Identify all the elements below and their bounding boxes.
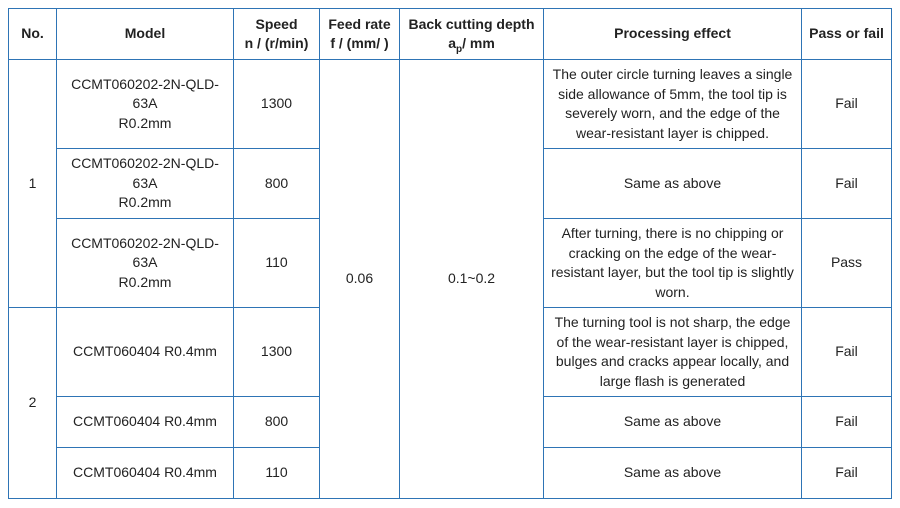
header-pass-fail: Pass or fail <box>802 9 892 60</box>
effect-cell: The turning tool is not sharp, the edge of the wear-resistant layer is chipped, bulges and cracks appear locally, and large flash is generated <box>544 308 802 397</box>
model-cell <box>57 149 234 219</box>
result-cell: Fail <box>802 60 892 149</box>
model-line: R0.2mm <box>118 114 172 131</box>
model-line: 63A <box>132 254 158 271</box>
header-no: No. <box>9 9 57 60</box>
result-cell: Pass <box>802 219 892 308</box>
model-line: CCMT060202-2N-QLD- <box>71 155 219 172</box>
model-line: 63A <box>132 174 158 191</box>
header-feed-unit: f / (mm/ ) <box>330 35 389 51</box>
effect-cell: Same as above <box>544 149 802 219</box>
header-depth-label: Back cutting depth <box>408 15 535 32</box>
header-back-cutting-depth <box>400 9 544 60</box>
result-cell: Fail <box>802 308 892 397</box>
model-line: R0.2mm <box>118 194 172 211</box>
header-feed-label: Feed rate <box>328 15 391 32</box>
header-processing-effect: Processing effect <box>544 9 802 60</box>
depth-subscript: p <box>456 43 463 55</box>
effect-cell: The outer circle turning leaves a single side allowance of 5mm, the tool tip is severely worn, and the edge of the wear-resistant layer is chipped. <box>544 60 802 149</box>
speed-cell: 110 <box>234 219 320 308</box>
result-cell: Fail <box>802 448 892 499</box>
model-line: R0.2mm <box>118 273 172 290</box>
model-cell <box>57 60 234 149</box>
back-cutting-depth-cell: 0.1~0.2 <box>400 60 544 499</box>
speed-cell: 1300 <box>234 60 320 149</box>
table-row <box>9 60 892 149</box>
model-line: CCMT060202-2N-QLD- <box>71 234 219 251</box>
model-cell: CCMT060404 R0.4mm <box>57 397 234 448</box>
speed-cell: 110 <box>234 448 320 499</box>
group-number-cell: 1 <box>9 60 57 308</box>
header-model: Model <box>57 9 234 60</box>
group-number-cell: 2 <box>9 308 57 499</box>
depth-symbol: a <box>448 35 456 51</box>
feed-rate-cell: 0.06 <box>320 60 400 499</box>
speed-cell: 800 <box>234 149 320 219</box>
header-feed-rate <box>320 9 400 60</box>
header-row <box>9 9 892 60</box>
effect-cell: Same as above <box>544 448 802 499</box>
results-table <box>8 8 892 499</box>
effect-cell: After turning, there is no chipping or cracking on the edge of the wear-resistant layer, but the tool tip is slightly worn. <box>544 219 802 308</box>
speed-cell: 800 <box>234 397 320 448</box>
header-depth-unit-line <box>404 34 539 54</box>
result-cell: Fail <box>802 397 892 448</box>
header-speed-label: Speed <box>255 15 298 32</box>
effect-cell: Same as above <box>544 397 802 448</box>
header-speed <box>234 9 320 60</box>
speed-cell: 1300 <box>234 308 320 397</box>
model-cell: CCMT060404 R0.4mm <box>57 448 234 499</box>
model-cell <box>57 219 234 308</box>
result-cell: Fail <box>802 149 892 219</box>
model-line: CCMT060202-2N-QLD- <box>71 75 219 92</box>
model-cell: CCMT060404 R0.4mm <box>57 308 234 397</box>
model-line: 63A <box>132 95 158 112</box>
depth-unit: / mm <box>462 35 495 51</box>
header-speed-unit: n / (r/min) <box>244 35 309 51</box>
